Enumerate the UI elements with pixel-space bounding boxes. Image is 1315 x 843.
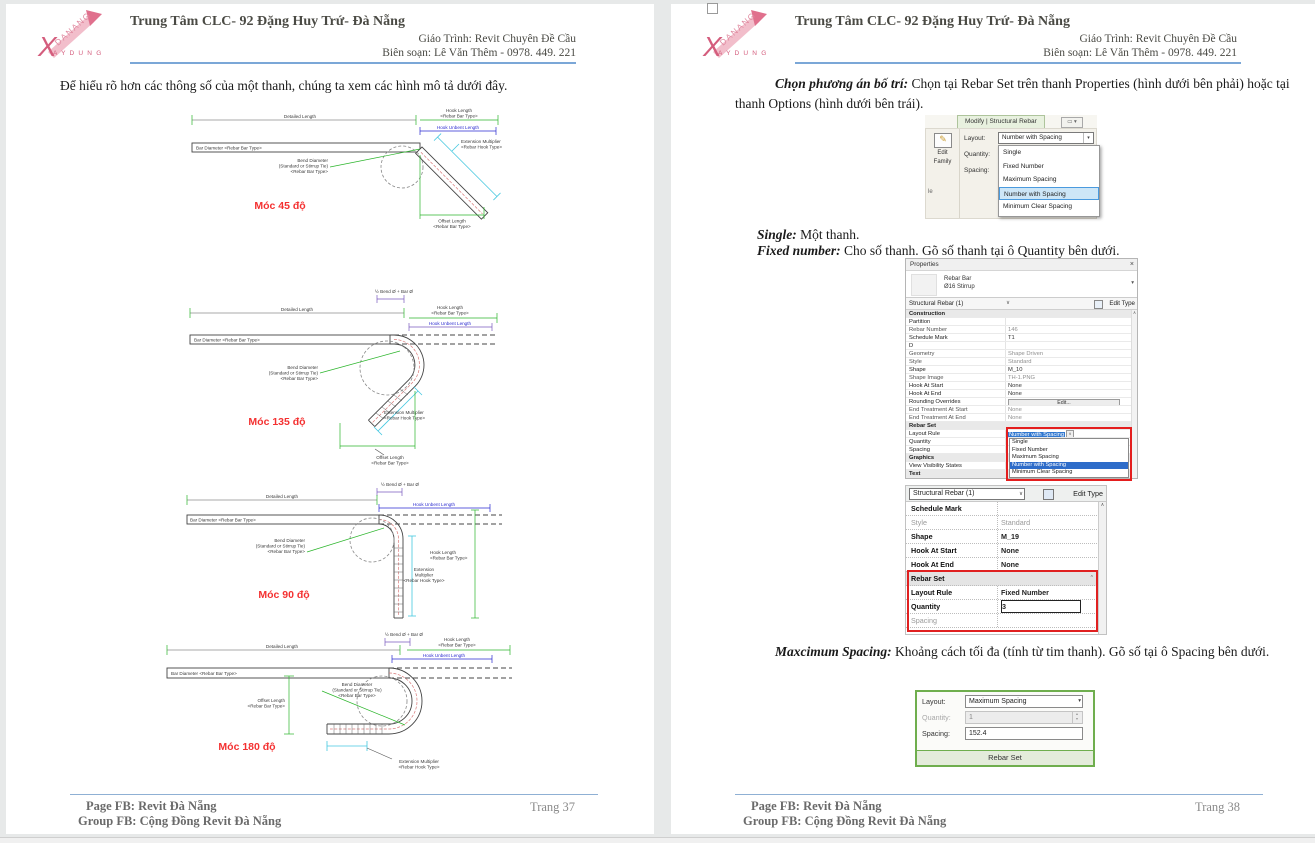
anchor-marker	[707, 3, 718, 14]
svg-text:Hook Length: Hook Length	[443, 637, 471, 642]
header-line1: Giáo Trình: Revit Chuyên Đề Cầu	[1079, 33, 1237, 45]
screenshot-properties-palette	[905, 258, 1138, 479]
diagram-hook-45	[180, 107, 505, 229]
dropdown-item-number-with-spacing[interactable]: Number with Spacing	[1010, 462, 1128, 470]
logo-x-text: X	[38, 31, 57, 62]
property-row[interactable]: Hook At Start None	[906, 382, 1133, 390]
quantity-input: 1 ▲ ▼	[965, 711, 1083, 724]
dropdown-item-minimum-clear-spacing[interactable]: Minimum Clear Spacing	[1003, 203, 1072, 210]
paragraph-lead: Chọn phương án bố trí:	[775, 76, 909, 91]
page-header-subtitle	[1043, 32, 1237, 61]
dropdown-item-single[interactable]: Single	[1003, 149, 1022, 156]
svg-text:<Rebar Bar Type>: <Rebar Bar Type>	[280, 376, 318, 381]
logo-x-text: X	[703, 31, 722, 62]
svg-text:(Standard or Stirrup Tie): (Standard or Stirrup Tie)	[278, 163, 328, 169]
type-selector[interactable]: Rebar Bar Ø16 Stirrup ▾	[906, 271, 1137, 298]
chevron-down-icon[interactable]: ∨	[1018, 491, 1023, 497]
svg-text:Offset Length: Offset Length	[376, 455, 404, 460]
dropdown-item-fixed-number[interactable]: Fixed Number	[1012, 446, 1048, 453]
logo-danang-text: DANANG	[717, 9, 759, 48]
property-row[interactable]: Partition	[906, 318, 1133, 326]
properties-title-bar: Properties ×	[906, 259, 1137, 271]
svg-text:<Rebar Bar Type>: <Rebar Bar Type>	[247, 703, 285, 709]
property-row[interactable]: Shape M_19	[906, 530, 1099, 544]
property-row[interactable]: Schedule Mark	[906, 502, 1099, 516]
footer-group-fb: Group FB: Cộng Đồng Revit Đà Nẵng	[78, 814, 282, 828]
paragraph-layout-choice: Chọn phương án bố trí: Chọn tại Rebar Set trên thanh Properties (hình dưới bên phải) hoặc tại thanh Options (hình dưới bên trái).	[735, 76, 1290, 112]
logo-aydung-text: A Y D U N G	[53, 50, 103, 57]
spinner-icon: ▲ ▼	[1072, 712, 1081, 723]
footer-group-fb: Group FB: Cộng Đồng Revit Đà Nẵng	[743, 814, 947, 828]
svg-text:Hook Unbent Length: Hook Unbent Length	[412, 502, 456, 507]
svg-text:Bar Diameter <Rebar Bar Type>: Bar Diameter <Rebar Bar Type>	[171, 671, 237, 676]
type-thumbnail	[911, 274, 937, 296]
svg-text:½ Bend Ø + Bar Ø: ½ Bend Ø + Bar Ø	[381, 482, 419, 487]
quantity-label: Quantity:	[964, 151, 991, 158]
svg-text:<Rebar Hook Type>: <Rebar Hook Type>	[384, 415, 426, 421]
paragraph-fixed-number: Fixed number: Cho số thanh. Gõ số thanh tại ô Quantity bên dưới.	[757, 243, 1120, 258]
section-row-rebar-set[interactable]: Rebar Set ˆ	[906, 572, 1099, 586]
section-row-rebar-set[interactable]: Rebar Set	[906, 422, 1133, 430]
screenshot-options-bar	[925, 115, 1097, 219]
svg-text:(Standard or Stirrup Tie): (Standard or Stirrup Tie)	[332, 687, 382, 693]
section-row[interactable]: Graphics	[906, 454, 1133, 462]
property-row[interactable]: Hook At End None	[906, 558, 1099, 572]
logo-aydung-text: A Y D U N G	[718, 50, 768, 57]
svg-text:<Rebar Bar Type>: <Rebar Bar Type>	[431, 310, 469, 316]
document-page-38	[671, 4, 1315, 834]
footer-divider	[735, 794, 1263, 795]
svg-text:Bar Diameter <Rebar Bar Type>: Bar Diameter <Rebar Bar Type>	[190, 517, 256, 523]
page-number: Trang 38	[1195, 800, 1241, 814]
property-row[interactable]: Hook At Start None	[906, 544, 1099, 558]
svg-text:Detailed Length: Detailed Length	[283, 114, 317, 119]
edit-type-icon	[1094, 300, 1103, 309]
edit-family-button[interactable]: Edit Family	[933, 150, 952, 165]
chevron-down-icon[interactable]: ▾	[1083, 133, 1093, 143]
svg-text:½ Bend Ø + Bar Ø: ½ Bend Ø + Bar Ø	[375, 289, 413, 294]
spacing-label: Spacing:	[922, 729, 950, 738]
property-row-layout-rule[interactable]: Layout Rule Number with Spacing ∨	[906, 430, 1133, 438]
diagram-hook-90	[172, 478, 507, 626]
layout-dropdown-list	[998, 145, 1100, 217]
svg-text:Bend Diameter: Bend Diameter	[341, 682, 373, 687]
chevron-down-icon[interactable]: ∨	[1066, 430, 1074, 437]
quantity-input[interactable]: 3	[1001, 600, 1081, 613]
section-row[interactable]: Construction	[906, 310, 1133, 318]
svg-text:½ Bend Ø + Bar Ø: ½ Bend Ø + Bar Ø	[385, 632, 423, 637]
dropdown-item-fixed-number[interactable]: Fixed Number	[1003, 162, 1044, 170]
edit-type-button[interactable]: Edit Type	[1073, 489, 1103, 498]
svg-text:Offset Length: Offset Length	[257, 698, 285, 703]
svg-text:Extension: Extension	[413, 567, 435, 572]
svg-text:(Standard or Stirrup Tie): (Standard or Stirrup Tie)	[255, 543, 305, 549]
page-header-subtitle	[382, 32, 576, 61]
svg-text:Bar Diameter <Rebar Bar Type>: Bar Diameter <Rebar Bar Type>	[196, 145, 262, 151]
property-row: End Treatment At Start None	[906, 406, 1133, 414]
svg-text:<Rebar Bar Type>: <Rebar Bar Type>	[338, 693, 376, 698]
svg-text:Hook Unbent Length: Hook Unbent Length	[436, 125, 480, 130]
svg-text:Detailed Length: Detailed Length	[265, 644, 299, 649]
header-line1: Giáo Trình: Revit Chuyên Đề Cầu	[418, 33, 576, 45]
layout-label: Layout:	[964, 135, 986, 142]
svg-text:Hook Unbent Length: Hook Unbent Length	[428, 321, 472, 326]
property-row[interactable]: D	[906, 342, 1133, 350]
page-number: Trang 37	[530, 800, 576, 814]
svg-text:(Standard or Stirrup Tie): (Standard or Stirrup Tie)	[268, 370, 318, 376]
svg-text:<Rebar Bar Type>: <Rebar Bar Type>	[430, 555, 468, 561]
layout-rule-dropdown	[1009, 438, 1129, 478]
svg-text:Multiplier: Multiplier	[414, 572, 434, 578]
edit-type-icon	[1043, 489, 1054, 500]
edit-button[interactable]: Edit...	[1008, 399, 1120, 406]
footer-page-fb: Page FB: Revit Đà Nẵng	[751, 799, 882, 813]
logo-danang-text: DANANG	[52, 9, 94, 48]
svg-text:<Rebar Bar Type>: <Rebar Bar Type>	[433, 224, 471, 229]
close-icon[interactable]: ×	[1129, 261, 1134, 268]
chevron-down-icon[interactable]: ▾	[1078, 698, 1081, 704]
spacing-input[interactable]: 152.4	[965, 727, 1083, 740]
selector-header	[906, 486, 1106, 502]
tab-modify-structural-rebar[interactable]: Modify | Structural Rebar	[957, 115, 1045, 128]
property-row: Style Standard	[906, 358, 1133, 366]
footer-divider	[70, 794, 598, 795]
collapse-icon[interactable]: ˆ	[1090, 574, 1093, 583]
properties-grid	[906, 502, 1099, 628]
svg-text:<Rebar Bar Type>: <Rebar Bar Type>	[438, 642, 476, 648]
svg-text:Móc 90 độ: Móc 90 độ	[258, 589, 310, 601]
header-divider	[795, 62, 1241, 64]
header-line2: Biên soạn: Lê Văn Thêm - 0978. 449. 221	[1043, 47, 1237, 60]
svg-text:Extension Multiplier: Extension Multiplier	[399, 759, 439, 764]
svg-text:Móc 180 độ: Móc 180 độ	[218, 741, 276, 753]
property-row-layout-rule[interactable]: Layout Rule Fixed Number	[906, 586, 1099, 600]
svg-text:Móc 45 độ: Móc 45 độ	[254, 200, 306, 212]
svg-text:<Rebar Bar Type>: <Rebar Bar Type>	[267, 549, 305, 554]
horizontal-scrollbar[interactable]	[0, 837, 1315, 843]
page-header-title: Trung Tâm CLC- 92 Đặng Huy Trứ- Đà Nẵng	[130, 14, 405, 29]
svg-text:Móc 135 độ: Móc 135 độ	[248, 416, 306, 428]
paragraph-single: Single: Một thanh.	[757, 227, 860, 242]
svg-text:Hook Length: Hook Length	[430, 550, 457, 555]
property-row: Rebar Number 146	[906, 326, 1133, 334]
dropdown-item-maximum-spacing[interactable]: Maximum Spacing	[1012, 454, 1059, 461]
svg-text:Hook Length: Hook Length	[436, 305, 464, 310]
footer-page-fb: Page FB: Revit Đà Nẵng	[86, 799, 217, 813]
svg-text:<Rebar Bar Type>: <Rebar Bar Type>	[371, 460, 409, 466]
diagram-hook-135	[172, 283, 502, 478]
property-row[interactable]: Shape M_10	[906, 366, 1133, 374]
dropdown-item-single[interactable]: Single	[1012, 439, 1028, 445]
property-row: Shape Image TH-1.PNG	[906, 374, 1133, 382]
svg-text:Hook Length: Hook Length	[445, 108, 473, 113]
dropdown-item-minimum-clear-spacing[interactable]: Minimum Clear Spacing	[1012, 469, 1073, 476]
svg-text:Extension Multiplier: Extension Multiplier	[461, 139, 501, 144]
layout-combobox[interactable]: Number with Spacing ▾	[998, 132, 1094, 144]
svg-text:Offset Length: Offset Length	[438, 218, 466, 224]
property-row[interactable]: Quantity	[906, 438, 1133, 446]
intro-paragraph: Để hiểu rõ hơn các thông số của một thanh, chúng ta xem các hình mô tả dưới đây.	[60, 78, 508, 93]
spacing-label: Spacing:	[964, 167, 990, 174]
xaydung-logo	[36, 6, 131, 62]
property-row: Geometry Shape Driven	[906, 350, 1133, 358]
paragraph-maximum-spacing: Maxcimum Spacing: Khoảng cách tối đa (tính từ tim thanh). Gõ số tại ô Spacing bên dưới.	[775, 644, 1270, 659]
vertical-scrollbar[interactable]: ∧	[1098, 502, 1106, 634]
rebar-set-panel-label: Rebar Set	[917, 750, 1093, 765]
selector-value[interactable]: Structural Rebar (1)	[909, 300, 964, 307]
edit-type-button[interactable]: Edit Type	[1109, 300, 1135, 307]
property-row: Spacing	[906, 614, 1099, 628]
svg-text:<Rebar Hook Type>: <Rebar Hook Type>	[461, 144, 503, 150]
property-row-quantity[interactable]: Quantity 3	[906, 600, 1099, 614]
svg-text:<Rebar Hook Type>: <Rebar Hook Type>	[403, 578, 445, 583]
screenshot-rebar-set-options	[915, 690, 1095, 767]
svg-text:<Rebar Bar Type>: <Rebar Bar Type>	[440, 113, 478, 119]
xaydung-logo	[701, 6, 796, 62]
svg-text:Bend Diameter: Bend Diameter	[274, 538, 305, 543]
property-row[interactable]: View Visibility States	[906, 462, 1133, 470]
vertical-scrollbar[interactable]: ∧	[1131, 310, 1137, 478]
layout-label: Layout:	[922, 697, 946, 706]
property-row: Style Standard	[906, 516, 1099, 530]
dropdown-item-number-with-spacing[interactable]: Number with Spacing	[999, 187, 1099, 201]
svg-text:<Rebar Bar Type>: <Rebar Bar Type>	[290, 169, 328, 174]
header-line2: Biên soạn: Lê Văn Thêm - 0978. 449. 221	[382, 47, 576, 60]
svg-text:Extension Multiplier: Extension Multiplier	[384, 410, 424, 415]
property-row[interactable]: Schedule Mark T1	[906, 334, 1133, 342]
diagram-hook-180	[152, 628, 517, 788]
property-row[interactable]: Hook At End None	[906, 390, 1133, 398]
element-selector-row	[906, 298, 1137, 310]
layout-combobox[interactable]: Maximum Spacing ▾	[965, 695, 1083, 708]
quantity-label: Quantity:	[922, 713, 951, 722]
dropdown-item-maximum-spacing[interactable]: Maximum Spacing	[1003, 176, 1057, 183]
svg-text:Detailed Length: Detailed Length	[280, 307, 314, 312]
svg-text:<Rebar Hook Type>: <Rebar Hook Type>	[398, 764, 440, 770]
options-bar	[925, 128, 1097, 219]
panel-label-partial: le	[928, 189, 933, 195]
svg-text:Bend Diameter: Bend Diameter	[287, 365, 318, 370]
chevron-down-icon[interactable]: ∨	[1006, 300, 1011, 306]
selector-combobox[interactable]: Structural Rebar (1) ∨	[909, 488, 1025, 500]
header-divider	[130, 62, 576, 64]
ribbon-tab-strip	[925, 115, 1097, 129]
svg-text:Hook Unbent Length: Hook Unbent Length	[422, 653, 466, 658]
svg-text:Bar Diameter <Rebar Bar Type>: Bar Diameter <Rebar Bar Type>	[194, 337, 260, 343]
section-row[interactable]: Text	[906, 470, 1133, 478]
mode-panel	[926, 129, 960, 218]
chevron-down-icon[interactable]: ▾	[1131, 280, 1134, 286]
document-page-37	[6, 4, 654, 834]
svg-text:Detailed Length: Detailed Length	[265, 494, 299, 499]
page-header-title: Trung Tâm CLC- 92 Đặng Huy Trứ- Đà Nẵng	[795, 14, 1070, 29]
property-row: Rounding Overrides Edit...	[906, 398, 1133, 406]
edit-family-icon[interactable]: ✎	[934, 133, 952, 148]
ribbon-mini-toggle[interactable]: ▭ ▾	[1061, 117, 1083, 128]
screenshot-rebar-set-properties	[905, 485, 1107, 635]
property-row[interactable]: Spacing	[906, 446, 1133, 454]
property-row: End Treatment At End None	[906, 414, 1133, 422]
svg-text:Bend Diameter: Bend Diameter	[297, 158, 328, 163]
